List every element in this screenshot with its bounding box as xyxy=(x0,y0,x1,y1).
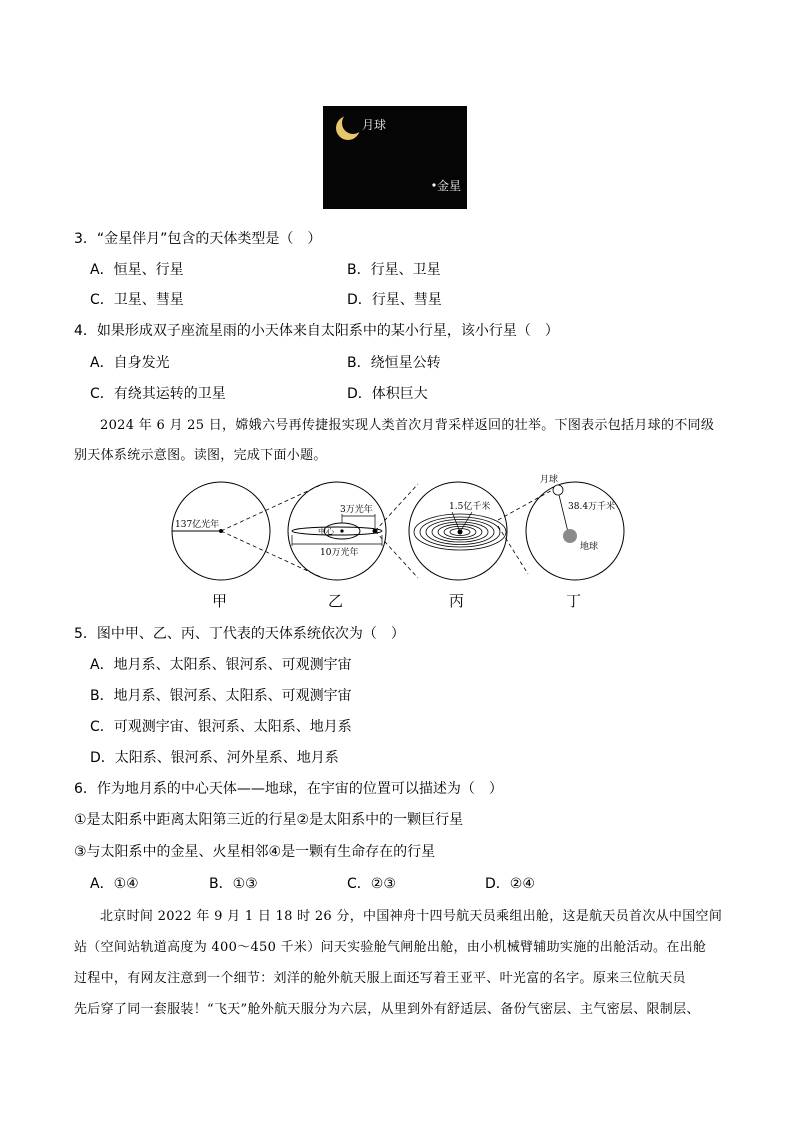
earth-icon xyxy=(563,529,577,543)
label-ding: 丁 xyxy=(566,592,582,610)
passage-2-line-3: 过程中，有网友注意到一个细节：刘洋的舱外航天服上面还写着王亚平、叶光富的名字。原来三位航天员 xyxy=(74,971,686,986)
moon-icon xyxy=(553,485,563,495)
q6-statement-line-1: ①是太阳系中距离太阳第三近的行星②是太阳系中的一颗巨行星 xyxy=(74,812,464,828)
q5-option-a[interactable]: A．地月系、太阳系、银河系、可观测宇宙 xyxy=(90,657,352,673)
q3-option-b[interactable]: B．行星、卫星 xyxy=(347,262,441,278)
label-yi: 乙 xyxy=(328,592,344,610)
celestial-systems-diagram xyxy=(168,474,628,614)
passage-1-line-2: 别天体系统示意图。读图，完成下面小题。 xyxy=(74,448,327,463)
jia-radius-label: 137亿光年 xyxy=(175,520,220,530)
q3-option-d[interactable]: D．行星、彗星 xyxy=(347,292,442,308)
passage-2-line-4: 先后穿了同一套服装！“飞天”舱外航天服分为六层，从里到外有舒适层、备份气密层、主气密层、限制层、 xyxy=(74,1002,700,1017)
circle-yi xyxy=(288,482,386,580)
label-bing: 丙 xyxy=(449,592,465,610)
moon-venus-photo xyxy=(323,106,467,209)
q6-option-a[interactable]: A．①④ xyxy=(90,876,139,892)
question-3-stem: 3．“金星伴月”包含的天体类型是（ ） xyxy=(74,231,322,247)
q3-option-c[interactable]: C．卫星、彗星 xyxy=(90,292,184,308)
yi-diameter-label: 10万光年 xyxy=(320,548,359,558)
circle-bing xyxy=(409,482,507,580)
passage-2-line-2: 站（空间站轨道高度为 400～450 千米）问天实验舱气闸舱出舱，由小机械臂辅助实施的出舱活动。在出舱 xyxy=(74,940,707,955)
q6-statement-line-2: ③与太阳系中的金星、火星相邻④是一颗有生命存在的行星 xyxy=(74,844,436,860)
q4-option-d[interactable]: D．体积巨大 xyxy=(347,386,428,402)
moon-label: 月球 xyxy=(362,118,387,132)
q5-option-c[interactable]: C．可观测宇宙、银河系、太阳系、地月系 xyxy=(90,719,352,735)
passage-2-line-1: 北京时间 2022 年 9 月 1 日 18 时 26 分，中国神舟十四号航天员乘组出舱，这是航天员首次从中国空间 xyxy=(100,909,723,924)
q6-option-c[interactable]: C．②③ xyxy=(347,876,396,892)
venus-dot xyxy=(432,183,435,186)
ding-earth-label: 地球 xyxy=(580,542,599,552)
passage-1-line-1: 2024 年 6 月 25 日，嫦娥六号再传捷报实现人类首次月背采样返回的壮举。下图表示包括月球的不同级 xyxy=(100,418,715,433)
ding-distance-label: 38.4万千米 xyxy=(568,502,616,512)
circle-ding xyxy=(526,474,624,580)
question-4-stem: 4．如果形成双子座流星雨的小天体来自太阳系中的某小行星，该小行星（ ） xyxy=(74,323,559,339)
ding-moon-label: 月球 xyxy=(540,475,559,485)
q4-option-b[interactable]: B．绕恒星公转 xyxy=(347,355,441,371)
q5-option-d[interactable]: D．太阳系、银河系、河外星系、地月系 xyxy=(90,750,339,766)
q5-option-b[interactable]: B．地月系、银河系、太阳系、可观测宇宙 xyxy=(90,688,352,704)
question-6-stem: 6．作为地月系的中心天体——地球，在宇宙的位置可以描述为（ ） xyxy=(74,781,503,797)
q4-option-a[interactable]: A．自身发光 xyxy=(90,355,170,371)
bing-distance-label: 1.5亿千米 xyxy=(449,502,491,512)
q6-option-b[interactable]: B．①③ xyxy=(209,876,258,892)
yi-distance-label: 3万光年 xyxy=(340,505,373,515)
question-5-stem: 5．图中甲、乙、丙、丁代表的天体系统依次为（ ） xyxy=(74,626,405,642)
q3-option-a[interactable]: A．恒星、行星 xyxy=(90,262,184,278)
q4-option-c[interactable]: C．有绕其运转的卫星 xyxy=(90,386,226,402)
venus-label: 金星 xyxy=(437,179,462,193)
q6-option-d[interactable]: D．②④ xyxy=(485,876,535,892)
label-jia: 甲 xyxy=(212,592,228,610)
yi-center-label: 中心 xyxy=(318,527,334,536)
